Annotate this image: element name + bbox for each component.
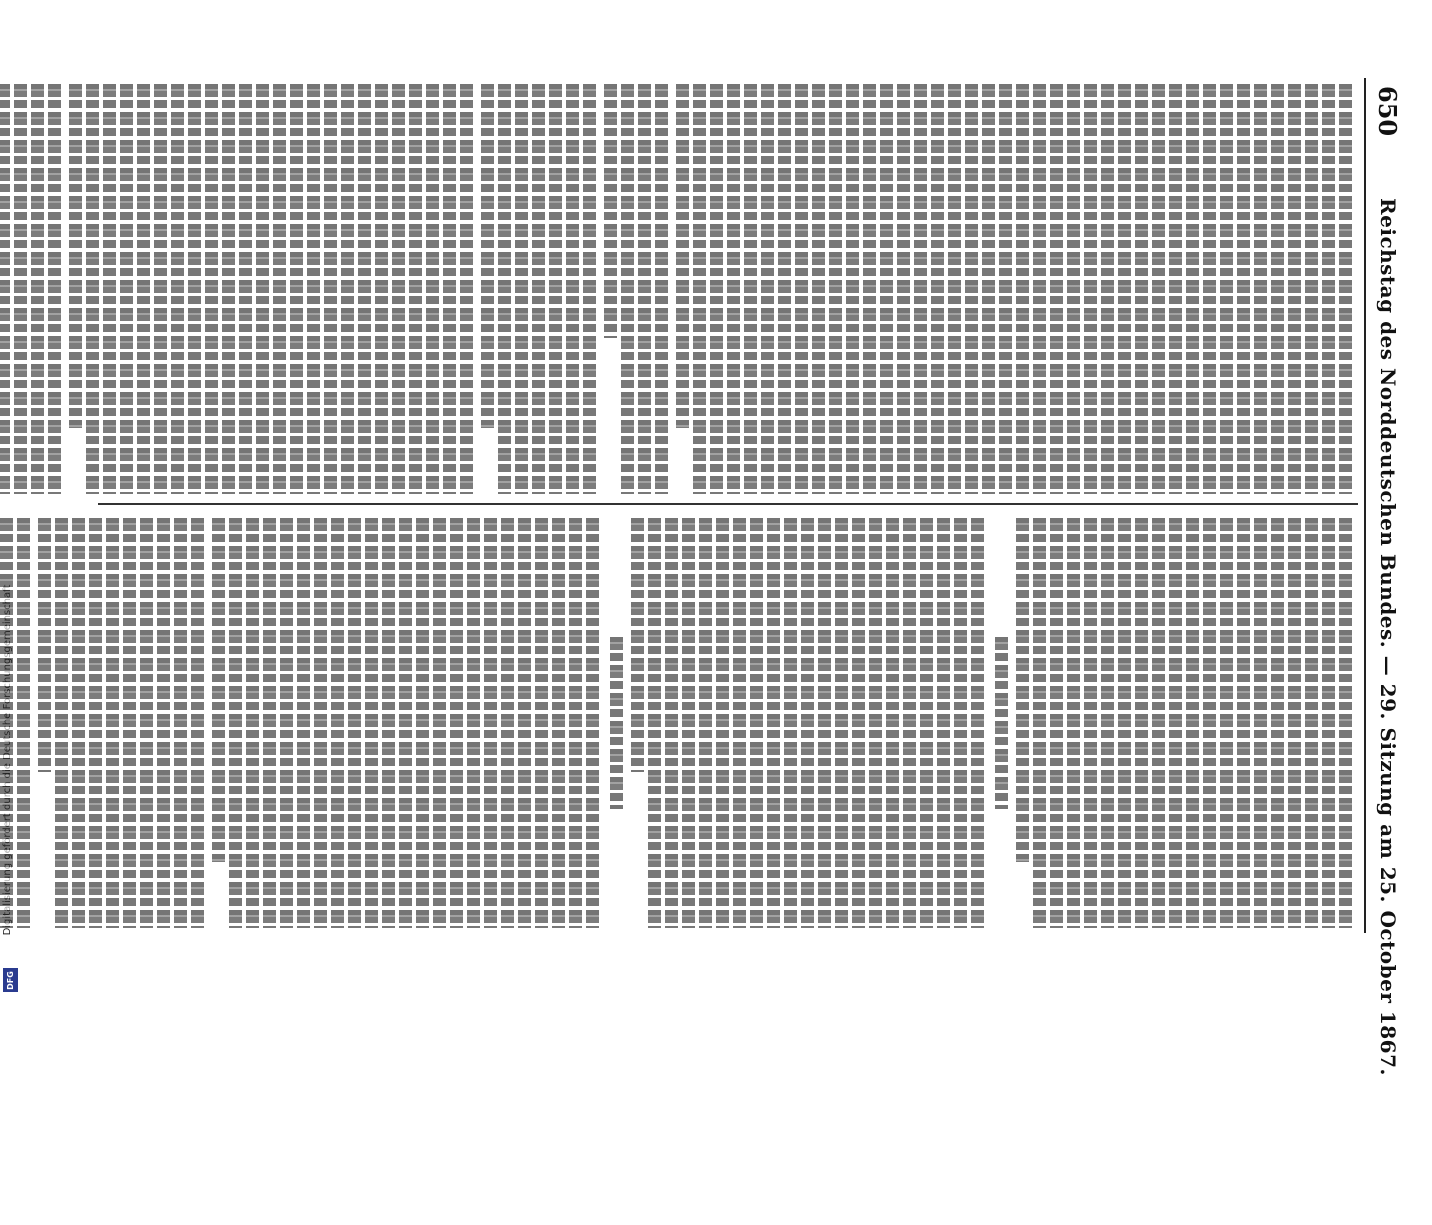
paragraph bbox=[212, 518, 599, 928]
paragraph bbox=[631, 518, 984, 928]
paragraph bbox=[481, 84, 596, 494]
paragraph bbox=[1016, 518, 1352, 928]
page-number: 650 bbox=[1373, 86, 1402, 137]
right-column bbox=[0, 518, 1352, 928]
page-header bbox=[1366, 78, 1410, 1076]
centered-note bbox=[994, 518, 1008, 928]
column-rule bbox=[98, 503, 1358, 505]
paragraph bbox=[38, 518, 204, 928]
paragraph bbox=[0, 84, 61, 494]
left-column bbox=[0, 84, 1352, 494]
paragraph bbox=[69, 84, 473, 494]
paragraph bbox=[0, 518, 30, 928]
running-head: Reichstag des Norddeutschen Bundes. — 29. Sitzung am 25. October 1867. bbox=[1376, 198, 1400, 1076]
paragraph bbox=[676, 84, 1352, 494]
paragraph bbox=[604, 84, 668, 494]
newspaper-page bbox=[85, 78, 1410, 1076]
centered-note bbox=[609, 518, 623, 928]
header-rule bbox=[1364, 78, 1366, 933]
dfg-logo: DFG bbox=[3, 968, 18, 992]
rotated-page-frame bbox=[85, 78, 1410, 1076]
